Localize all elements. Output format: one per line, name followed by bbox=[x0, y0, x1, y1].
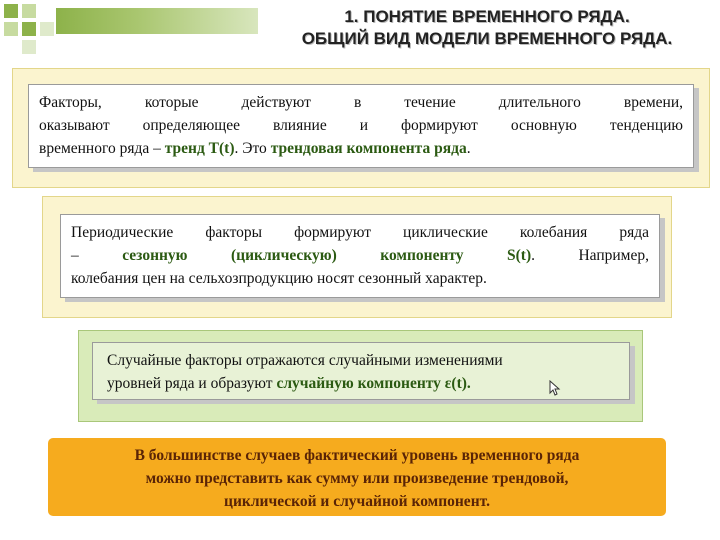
decor-square bbox=[4, 22, 18, 36]
trend-component-term: трендовая компонента ряда bbox=[270, 140, 467, 157]
summary-box bbox=[48, 438, 666, 516]
seasonal-line-3: колебания цен на сельхозпродукцию носят сезонный характер. bbox=[71, 270, 487, 287]
seasonal-term: сезонную (циклическую) компоненту S(t) bbox=[122, 247, 532, 264]
decor-square bbox=[22, 4, 36, 18]
title-line-1: 1. ПОНЯТИЕ ВРЕМЕННОГО РЯДА. bbox=[344, 7, 630, 26]
trend-line-1: Факторы, которые действуют в течение длительного времени, bbox=[39, 94, 683, 111]
trend-line-3: временного ряда – тренд T(t). Это трендовая компонента ряда. bbox=[39, 140, 471, 157]
random-line-2: уровней ряда и образуют случайную компоненту ε(t). bbox=[107, 375, 471, 392]
summary-line-3: циклической и случайной компонент. bbox=[224, 493, 490, 510]
summary-line-2: можно представить как сумму или произведение трендовой, bbox=[145, 470, 569, 487]
decor-square bbox=[4, 4, 18, 18]
decor-bar bbox=[56, 8, 258, 34]
seasonal-text-box bbox=[60, 214, 660, 298]
random-line-1: Случайные факторы отражаются случайными изменениями bbox=[107, 352, 503, 369]
seasonal-line-1: Периодические факторы формируют циклические колебания ряда bbox=[71, 224, 649, 241]
decor-square bbox=[22, 22, 36, 36]
decor-square bbox=[40, 22, 54, 36]
title-line-2: ОБЩИЙ ВИД МОДЕЛИ ВРЕМЕННОГО РЯДА. bbox=[301, 29, 673, 48]
decor-square bbox=[22, 40, 36, 54]
summary-line-1: В большинстве случаев фактический уровень временного ряда bbox=[134, 447, 580, 464]
random-term: случайную компоненту ε(t). bbox=[276, 375, 471, 392]
seasonal-line-2: – сезонную (циклическую) компоненту S(t). Например, bbox=[71, 247, 649, 264]
trend-line-2: оказывают определяющее влияние и формируют основную тенденцию bbox=[39, 117, 683, 134]
slide-title bbox=[262, 6, 712, 50]
trend-text-box bbox=[28, 84, 694, 168]
trend-term: тренд T(t) bbox=[164, 140, 235, 157]
pointer-cursor-icon bbox=[548, 380, 562, 396]
